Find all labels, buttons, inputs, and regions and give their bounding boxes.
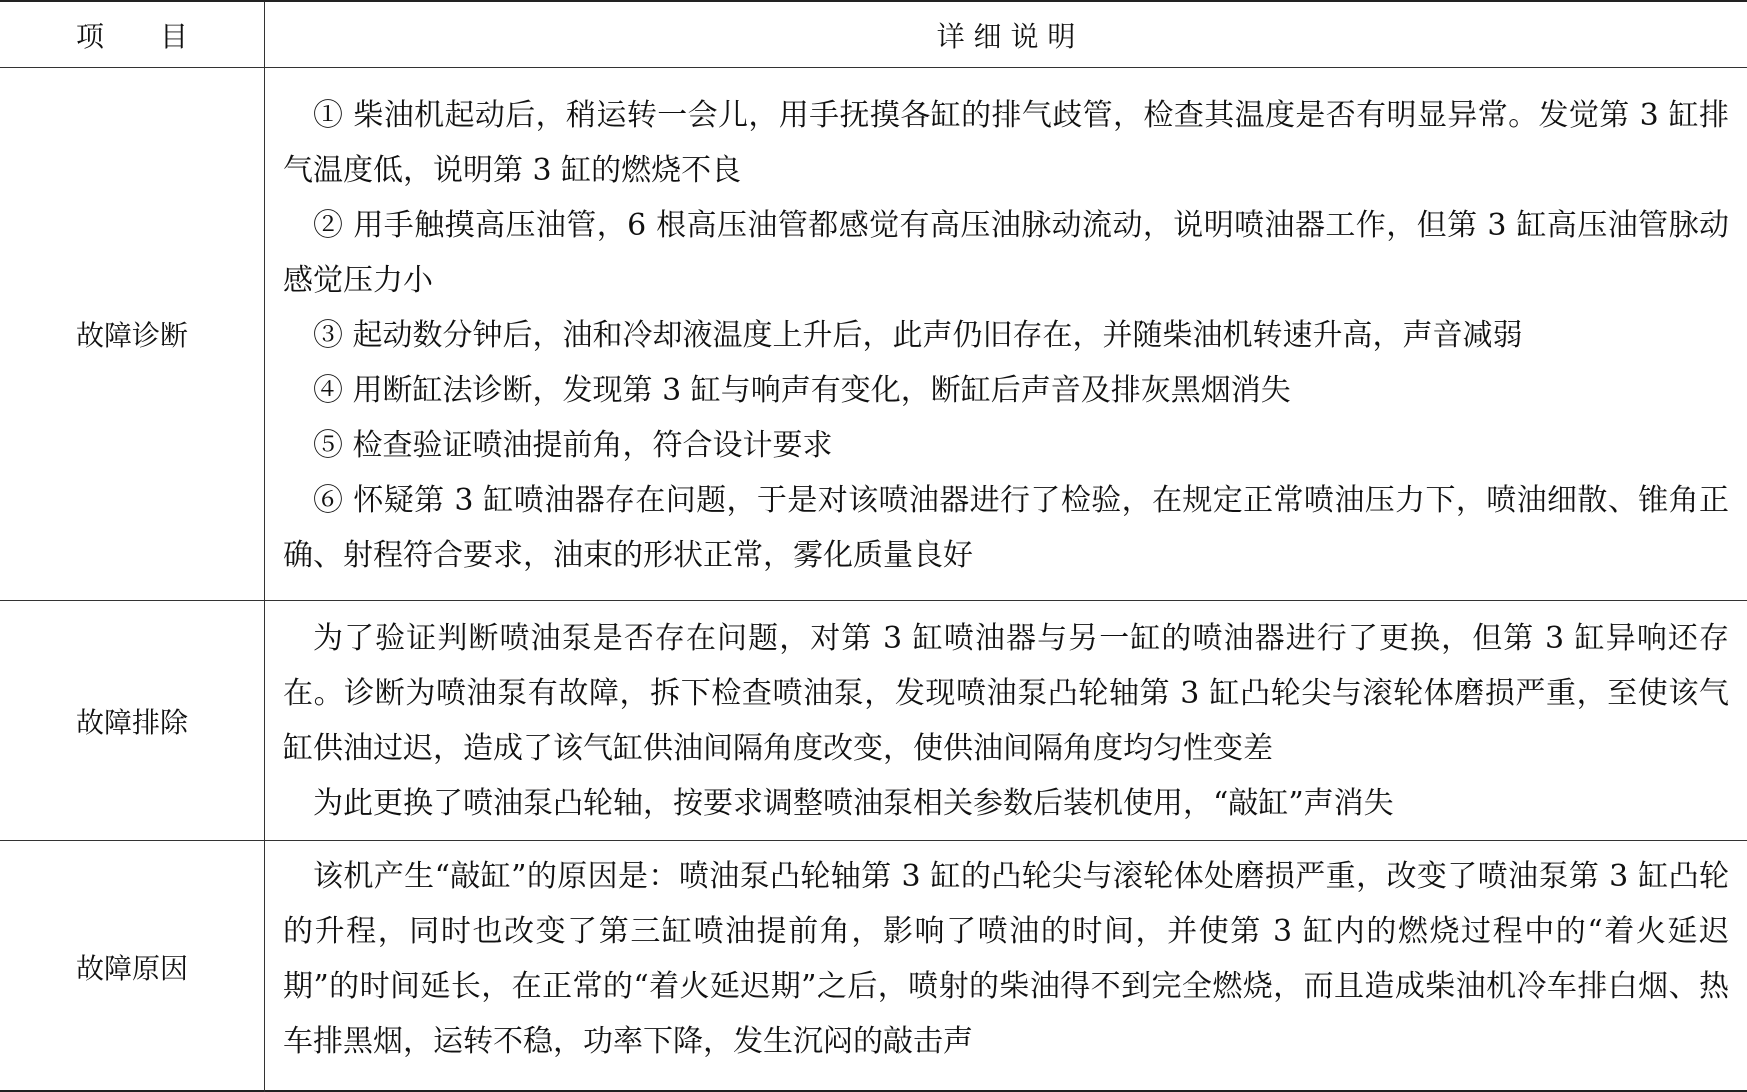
detail-paragraph: ③ 起动数分钟后，油和冷却液温度上升后，此声仍旧存在，并随柴油机转速升高，声音减弱	[313, 318, 1523, 353]
header-item-cell	[0, 2, 265, 67]
header-detail-cell	[265, 2, 1747, 67]
detail-paragraph: ⑥ 怀疑第 3 缸喷油器存在问题，于是对该喷油器进行了检验，在规定正常喷油压力下，喷油细散、锥角正确、射程符合要求，油束的形状正常，雾化质量良好	[283, 483, 1729, 573]
row-label-cell	[0, 601, 265, 840]
row-label-cell	[0, 841, 265, 1092]
row-label: 故障诊断	[75, 319, 188, 352]
table-row-cause	[0, 841, 1747, 1092]
table-row-diagnosis	[0, 68, 1747, 601]
row-label-cell	[0, 68, 265, 600]
detail-paragraph: 为了验证判断喷油泵是否存在问题，对第 3 缸喷油器与另一缸的喷油器进行了更换，但第 3 缸异响还存在。诊断为喷油泵有故障，拆下检查喷油泵，发现喷油泵凸轮轴第 3 缸凸轮尖与滚轮体磨损严重，至使该气缸供油过迟，造成了该气缸供油间隔角度改变，使供油间隔角度均匀性变差	[283, 621, 1729, 766]
row-detail-cell	[265, 841, 1747, 1092]
detail-paragraph: ⑤ 检查验证喷油提前角，符合设计要求	[313, 428, 833, 463]
detail-paragraph: 该机产生“敲缸”的原因是：喷油泵凸轮轴第 3 缸的凸轮尖与滚轮体处磨损严重，改变了喷油泵第 3 缸凸轮的升程，同时也改变了第三缸喷油提前角，影响了喷油的时间，并使第 3 缸内的燃烧过程中的“着火延迟期”的时间延长，在正常的“着火延迟期”之后，喷射的柴油得不到完全燃烧，而且造成柴油机冷车排白烟、热车排黑烟，运转不稳，功率下降，发生沉闷的敲击声	[283, 859, 1729, 1059]
row-label: 故障原因	[75, 951, 188, 985]
row-detail-cell	[265, 68, 1747, 600]
detail-paragraph: 为此更换了喷油泵凸轮轴，按要求调整喷油泵相关参数后装机使用，“敲缸”声消失	[313, 786, 1394, 821]
detail-paragraph: ④ 用断缸法诊断，发现第 3 缸与响声有变化，断缸后声音及排灰黑烟消失	[313, 373, 1291, 408]
header-item-label: 项 目	[75, 19, 188, 53]
detail-paragraph: ① 柴油机起动后，稍运转一会儿，用手抚摸各缸的排气歧管，检查其温度是否有明显异常。发觉第 3 缸排气温度低，说明第 3 缸的燃烧不良	[283, 98, 1729, 188]
row-label: 故障排除	[75, 705, 188, 739]
detail-paragraph: ② 用手触摸高压油管，6 根高压油管都感觉有高压油脉动流动，说明喷油器工作，但第 3 缸高压油管脉动感觉压力小	[283, 208, 1729, 298]
header-detail-label: 详 细 说 明	[936, 19, 1076, 53]
table-header-row	[0, 2, 1747, 68]
table-row-troubleshooting	[0, 601, 1747, 841]
row-detail-cell	[265, 601, 1747, 840]
